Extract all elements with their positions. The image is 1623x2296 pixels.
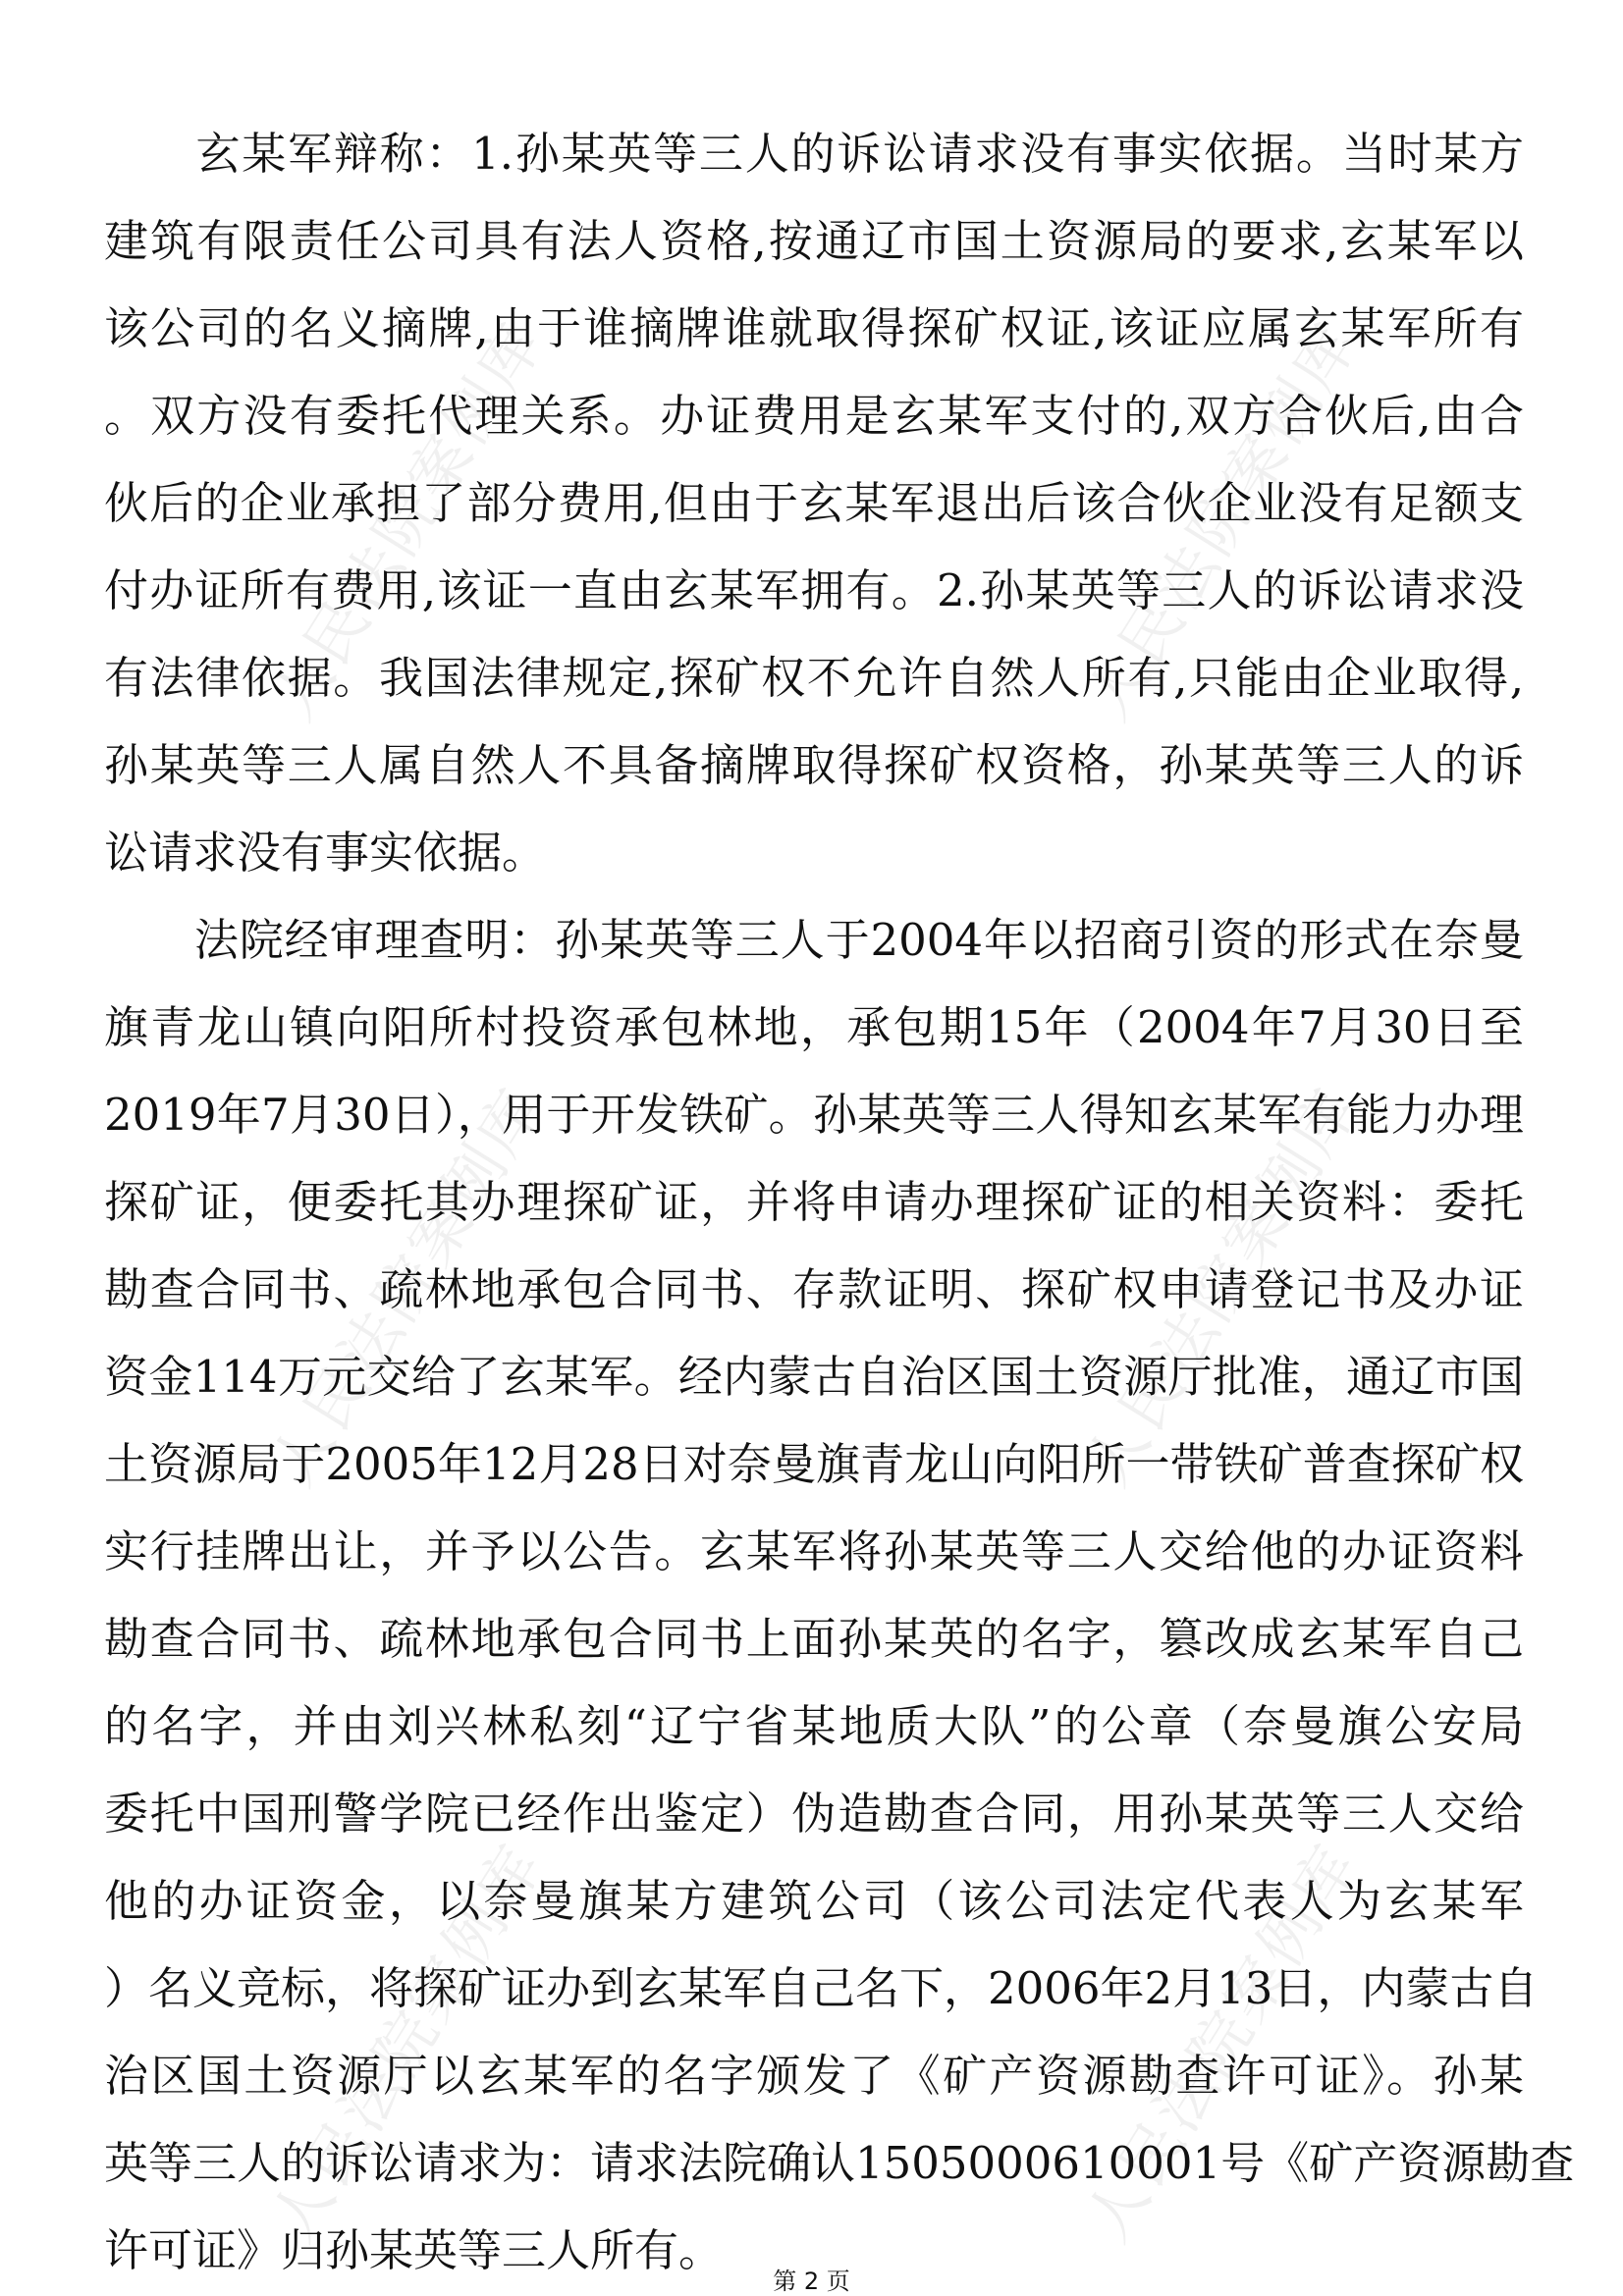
page-number: 第 2 页	[773, 2268, 850, 2295]
text-line: 孙某英等三人属自然人不具备摘牌取得探矿权资格，孙某英等三人的诉	[104, 739, 1524, 791]
paragraph-defense	[104, 110, 1524, 896]
text-line: 2019年7月30日），用于开发铁矿。孙某英等三人得知玄某军有能力办理	[104, 1089, 1524, 1141]
text-line: 许可证》归孙某英等三人所有。	[104, 2224, 724, 2276]
text-line: 土资源局于2005年12月28日对奈曼旗青龙山向阳所一带铁矿普查探矿权	[104, 1438, 1524, 1490]
watermark-5: 人民法院案例库	[256, 1831, 558, 2254]
text-line: 治区国土资源厅以玄某军的名字颁发了《矿产资源勘查许可证》。孙某	[104, 2050, 1524, 2102]
text-line: 。双方没有委托代理关系。办证费用是玄某军支付的,双方合伙后,由合	[104, 390, 1524, 442]
watermark-1: 人民法院案例库	[256, 309, 558, 732]
text-line: 讼请求没有事实依据。	[104, 827, 547, 879]
watermark-6: 人民法院案例库	[1071, 1831, 1373, 2254]
watermark-4: 人民法院案例库	[1071, 1075, 1373, 1498]
paragraph-findings	[104, 896, 1575, 2294]
text-line: 探矿证，便委托其办理探矿证，并将申请办理探矿证的相关资料：委托	[104, 1176, 1524, 1228]
text-line: ）名义竞标，将探矿证办到玄某军自己名下，2006年2月13日，内蒙古自	[104, 1962, 1539, 2014]
text-line: 法院经审理查明：孙某英等三人于2004年以招商引资的形式在奈曼	[104, 914, 1524, 966]
text-line: 他的办证资金，以奈曼旗某方建筑公司（该公司法定代表人为玄某军	[104, 1875, 1524, 1927]
text-line: 有法律依据。我国法律规定,探矿权不允许自然人所有,只能由企业取得,	[104, 652, 1524, 704]
text-line: 伙后的企业承担了部分费用,但由于玄某军退出后该合伙企业没有足额支	[104, 477, 1524, 529]
text-line: 实行挂牌出让，并予以公告。玄某军将孙某英等三人交给他的办证资料	[104, 1525, 1524, 1577]
text-line: 英等三人的诉讼请求为：请求法院确认1505000610001号《矿产资源勘查	[104, 2137, 1575, 2189]
text-line: 的名字，并由刘兴林私刻“辽宁省某地质大队”的公章（奈曼旗公安局	[104, 1700, 1524, 1752]
text-line: 玄某军辩称：1.孙某英等三人的诉讼请求没有事实依据。当时某方	[104, 128, 1524, 180]
watermark-2: 人民法院案例库	[1071, 309, 1373, 732]
text-line: 建筑有限责任公司具有法人资格,按通辽市国土资源局的要求,玄某军以	[104, 215, 1524, 267]
text-line: 付办证所有费用,该证一直由玄某军拥有。2.孙某英等三人的诉讼请求没	[104, 564, 1524, 616]
text-line: 资金114万元交给了玄某军。经内蒙古自治区国土资源厅批准，通辽市国	[104, 1351, 1524, 1403]
watermark-3: 人民法院案例库	[256, 1075, 558, 1498]
text-line: 勘查合同书、疏林地承包合同书上面孙某英的名字，篡改成玄某军自己	[104, 1613, 1524, 1665]
text-line: 委托中国刑警学院已经作出鉴定）伪造勘查合同，用孙某英等三人交给	[104, 1788, 1524, 1840]
document-body	[104, 110, 1575, 2294]
text-line: 勘查合同书、疏林地承包合同书、存款证明、探矿权申请登记书及办证	[104, 1263, 1524, 1315]
text-line: 该公司的名义摘牌,由于谁摘牌谁就取得探矿权证,该证应属玄某军所有	[104, 302, 1524, 354]
text-line: 旗青龙山镇向阳所村投资承包林地，承包期15年（2004年7月30日至	[104, 1001, 1524, 1053]
